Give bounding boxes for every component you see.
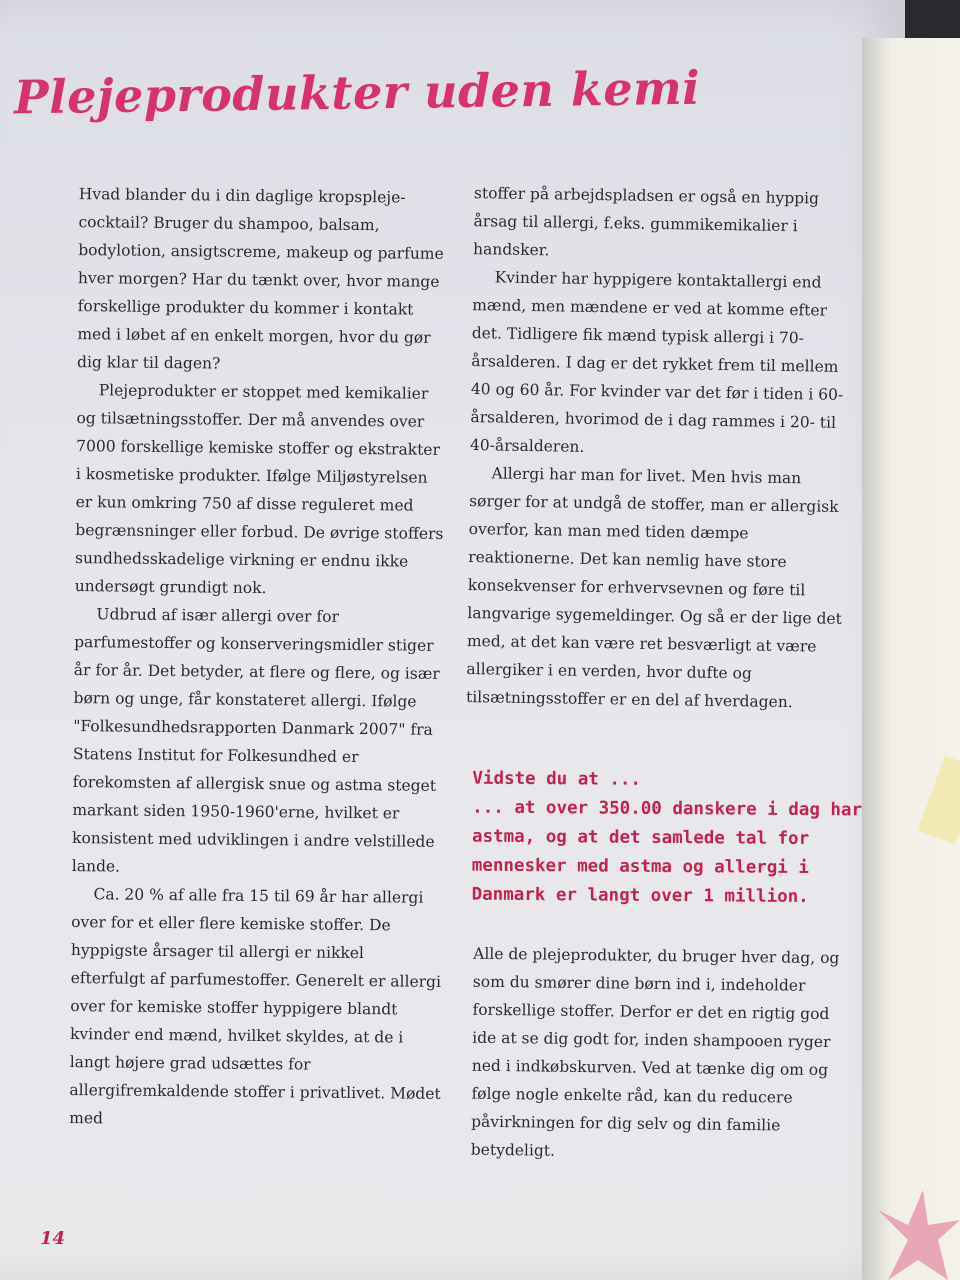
paragraph: Ca. 20 % af alle fra 15 til 69 år har allergi over for et eller flere kemiske stoffer. De hyppigste årsager til allergi er nikkel efterfulgt af parfumestoffer. Generelt er allergi over for kemiske stoffer hyppigere blandt kvinder end mænd, hvilket skyldes, at de i langt højere grad udsættes for allergifremkaldende stoffer i privatlivet. Mødet med — [69, 885, 442, 1128]
fact-box-text: ... at over 350.00 danskere i dag har astma, og at det samlede tal for mennesker med astma og allergi i Danmark er langt over 1 million. — [471, 797, 863, 907]
closing-section — [471, 940, 852, 1169]
paragraph: Udbrud af især allergi over for parfumestoffer og konserveringsmidler stiger år for år. Det betyder, at flere og flere, og især børn og unge, får konstateret allergi. Ifølge "Folkesundhedsrapporten Danmark 2007" fra Statens Institut for Folkesundhed er forekomsten af allergisk snue og astma steget markant siden 1950-1960'erne, hvilket er konsistent med udviklingen i andre velstillede lande. — [71, 605, 440, 876]
paragraph: Allergi har man for livet. Men hvis man sørger for at undgå de stoffer, man er allergisk overfor, kan man med tiden dæmpe reaktionerne. Det kan nemlig have store konsekvenser for erhvervsevnen og føre til langvarige sygemeldinger. Og så er der lige det med, at det kan være ret besværligt at være allergiker i en verden, hvor dufte og tilsætningsstoffer er en del af hverdagen. — [465, 464, 843, 712]
paragraph: Kvinder har hyppigere kontaktallergi end mænd, men mændene er ved at komme efter det. Tidligere fik mænd typisk allergi i 70-årsalderen. I dag er det rykket frem til mellem 40 og 60 år. For kvinder var det før i tiden i 60-årsalderen, hvorimod de i dag rammes i 20- til 40-årsalderen. — [469, 268, 844, 456]
paragraph: Plejeprodukter er stoppet med kemikalier og tilsætningsstoffer. Der må anvendes over 7000 forskellige kemiske stoffer og ekstrakter i kosmetiske produkter. Ifølge Miljøstyrelsen er kun omkring 750 af disse reguleret med begrænsninger eller forbud. De øvrige stoffers sundhedsskadelige virkning er endnu ikke undersøgt grundigt nok. — [74, 381, 444, 598]
left-column — [69, 180, 451, 1136]
pink-cross-decoration — [868, 1180, 960, 1280]
fact-box-heading: Vidste du at ... — [472, 768, 642, 790]
next-page-edge — [862, 38, 960, 1280]
right-column — [466, 179, 850, 717]
paragraph: Hvad blander du i din daglige kropspleje-cocktail? Bruger du shampoo, balsam, bodylotion, ansigtscreme, makeup og parfume hver morgen? Har du tænkt over, hvor mange forskellige produkter du kommer i kontakt med i løbet af en enkelt morgen, hvor du gør dig klar til dagen? — [76, 185, 444, 373]
page-title: Plejeprodukter uden kemi — [13, 60, 701, 125]
fact-box — [471, 765, 862, 913]
paragraph: stoffer på arbejdspladsen er også en hyppig årsag til allergi, f.eks. gummikemikalier i handsker. — [472, 184, 820, 260]
closing-paragraph: Alle de plejeprodukter, du bruger hver dag, og som du smører dine børn ind i, indeholder forskellige stoffer. Derfor er det en rigtig god ide at se dig godt for, inden shampooen ryger ned i indkøbskurven. Ved at tænke dig om og følge nogle enkelte råd, kan du reducere påvirkningen for dig selv og din familie betydeligt. — [470, 944, 840, 1160]
page-number: 14 — [40, 1228, 66, 1249]
